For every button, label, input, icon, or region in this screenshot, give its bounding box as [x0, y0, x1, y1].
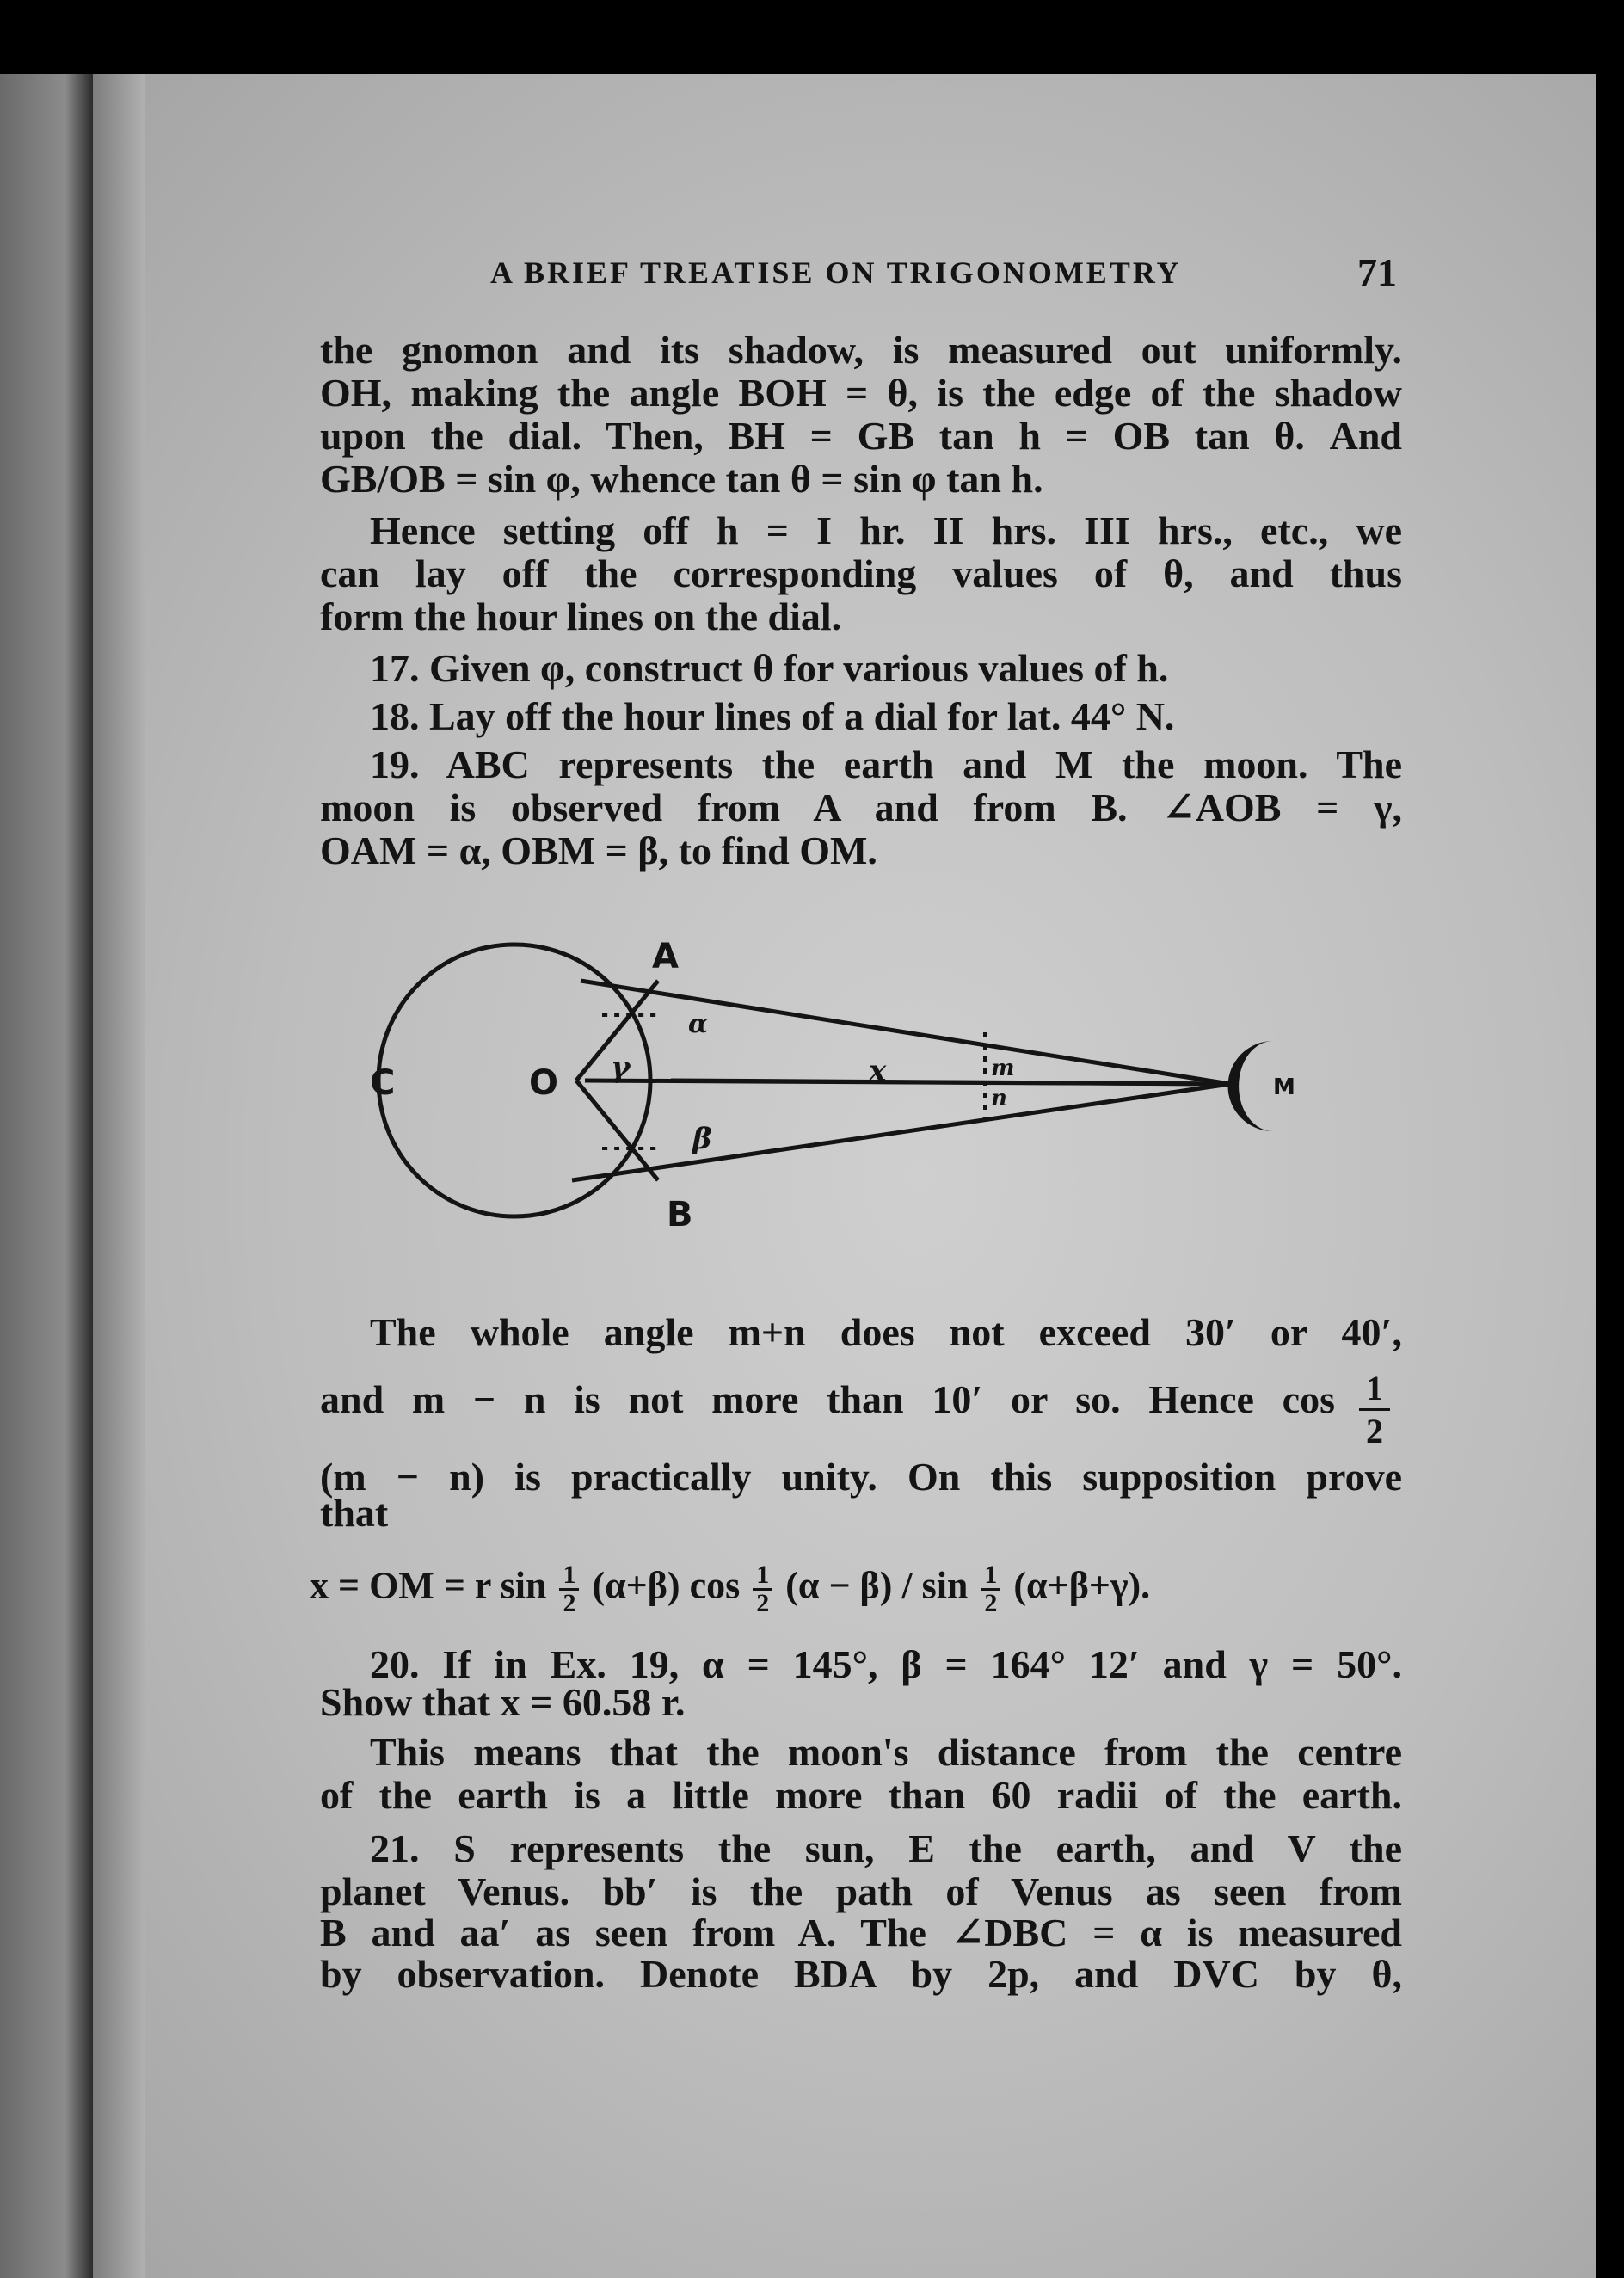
exercise-19: 19. ABC represents the earth and M the moon. The	[370, 742, 1402, 786]
label-alpha: α	[688, 1009, 709, 1039]
exercise-20: 20. If in Ex. 19, α = 145°, β = 164° 12′ and γ = 50°.	[370, 1642, 1402, 1686]
scan-edge	[0, 74, 93, 2278]
text-line: The whole angle m+n does not exceed 30′ or 40′,	[370, 1310, 1402, 1354]
label-o: O	[529, 1063, 559, 1103]
fraction: $\frac{1}{2}$	[559, 1562, 579, 1616]
page-gutter-shadow	[93, 74, 145, 2278]
fraction-numerator: 1	[1359, 1368, 1390, 1411]
half-fraction	[1359, 1368, 1390, 1451]
exercise-18: 18. Lay off the hour lines of a dial for lat. 44° N.	[370, 694, 1175, 738]
text-line: the gnomon and its shadow, is measured out uniformly.	[320, 328, 1402, 372]
text-line: OAM = α, OBM = β, to find OM.	[320, 828, 877, 872]
text-line: of the earth is a little more than 60 radii of the earth.	[320, 1773, 1402, 1817]
text-line: planet Venus. bb′ is the path of Venus as seen from	[320, 1869, 1402, 1913]
fraction: $\frac{1}{2}$	[753, 1562, 772, 1616]
exercise-17: 17. Given φ, construct θ for various values of h.	[370, 646, 1169, 690]
text-line: This means that the moon's distance from the centre	[370, 1730, 1402, 1774]
text-line: GB/OB = sin φ, whence tan θ = sin φ tan h.	[320, 457, 1043, 501]
formula-part: (α+β) cos	[592, 1564, 741, 1607]
fraction: $\frac{1}{2}$	[981, 1562, 1000, 1616]
earth-moon-diagram	[370, 929, 1376, 1239]
text-line: moon is observed from A and from B. ∠AOB = γ,	[320, 785, 1402, 829]
distance-formula	[310, 1562, 1419, 1616]
text-line: and m − n is not more than 10′ or so. Hence cos	[320, 1377, 1335, 1421]
text-line: Hence setting off h = I hr. II hrs. III hrs., etc., we	[370, 508, 1402, 552]
text-line: can lay off the corresponding values of θ, and thus	[320, 551, 1402, 595]
line-om-inner	[585, 1081, 1230, 1084]
formula-part: x = OM = r sin	[310, 1564, 547, 1607]
text-line: by observation. Denote BDA by 2p, and DVC by θ,	[320, 1952, 1402, 1996]
text-line: upon the dial. Then, BH = GB tan h = OB tan θ. And	[320, 414, 1402, 458]
running-title: A BRIEF TREATISE ON TRIGONOMETRY	[490, 256, 1182, 290]
label-m: M	[1273, 1074, 1295, 1100]
label-gamma: γ	[611, 1050, 631, 1085]
text-line: OH, making the angle BOH = θ, is the edge of the shadow	[320, 371, 1402, 415]
line-bm	[572, 1084, 1230, 1180]
label-m-angle: m	[991, 1056, 1015, 1081]
text-line: Show that x = 60.58 r.	[320, 1680, 686, 1724]
label-b: B	[667, 1195, 693, 1234]
line-am	[581, 981, 1230, 1084]
text-line: form the hour lines on the dial.	[320, 594, 842, 638]
label-a: A	[652, 937, 679, 976]
moon-crescent	[1228, 1041, 1274, 1131]
label-c: C	[370, 1063, 396, 1103]
exercise-21: 21. S represents the sun, E the earth, and V the	[370, 1826, 1402, 1870]
text-line: that	[320, 1491, 389, 1535]
line-ob	[576, 1081, 658, 1180]
fraction-denominator: 2	[1366, 1412, 1383, 1450]
text-line: (m − n) is practically unity. On this supposition prove	[320, 1455, 1402, 1499]
formula-part: (α − β) / sin	[785, 1564, 969, 1607]
label-n-angle: n	[991, 1086, 1007, 1111]
text-line: B and aa′ as seen from A. The ∠DBC = α is measured	[320, 1911, 1402, 1955]
label-beta: β	[692, 1122, 712, 1156]
label-x: x	[869, 1054, 887, 1088]
page-number: 71	[1357, 250, 1397, 294]
formula-part: (α+β+γ).	[1013, 1564, 1151, 1607]
